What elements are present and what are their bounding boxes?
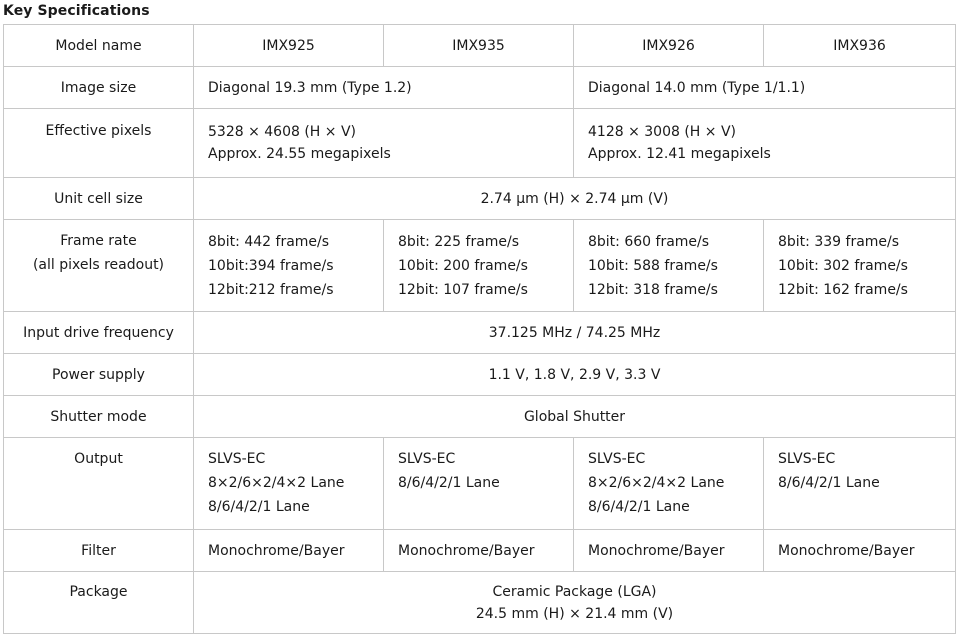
- output-imx925: SLVS-EC 8×2/6×2/4×2 Lane 8/6/4/2/1 Lane: [194, 438, 384, 530]
- label-frame-rate: Frame rate (all pixels readout): [4, 220, 194, 312]
- row-image-size: [4, 67, 956, 109]
- frame-rate-imx926: 8bit: 660 frame/s 10bit: 588 frame/s 12bit: 318 frame/s: [574, 220, 764, 312]
- row-output: [4, 438, 956, 530]
- image-size-a: Diagonal 19.3 mm (Type 1.2): [194, 67, 574, 109]
- filter-imx925: Monochrome/Bayer: [194, 530, 384, 572]
- image-size-b: Diagonal 14.0 mm (Type 1/1.1): [574, 67, 956, 109]
- row-power-supply: [4, 354, 956, 396]
- label-model-name: Model name: [4, 25, 194, 67]
- spec-table: [3, 24, 956, 634]
- label-shutter-mode: Shutter mode: [4, 396, 194, 438]
- model-imx926: IMX926: [574, 25, 764, 67]
- input-drive-frequency-value: 37.125 MHz / 74.25 MHz: [194, 312, 956, 354]
- power-supply-value: 1.1 V, 1.8 V, 2.9 V, 3.3 V: [194, 354, 956, 396]
- filter-imx936: Monochrome/Bayer: [764, 530, 956, 572]
- filter-imx926: Monochrome/Bayer: [574, 530, 764, 572]
- row-effective-pixels: [4, 109, 956, 178]
- frame-rate-imx936: 8bit: 339 frame/s 10bit: 302 frame/s 12bit: 162 frame/s: [764, 220, 956, 312]
- model-imx936: IMX936: [764, 25, 956, 67]
- label-filter: Filter: [4, 530, 194, 572]
- row-unit-cell-size: [4, 178, 956, 220]
- output-imx936: SLVS-EC 8/6/4/2/1 Lane: [764, 438, 956, 530]
- row-filter: [4, 530, 956, 572]
- row-shutter-mode: [4, 396, 956, 438]
- label-output: Output: [4, 438, 194, 530]
- label-effective-pixels: Effective pixels: [4, 109, 194, 178]
- unit-cell-size-value: 2.74 µm (H) × 2.74 µm (V): [194, 178, 956, 220]
- model-imx935: IMX935: [384, 25, 574, 67]
- label-image-size: Image size: [4, 67, 194, 109]
- row-frame-rate: [4, 220, 956, 312]
- page-title: Key Specifications: [3, 3, 150, 19]
- output-imx926: SLVS-EC 8×2/6×2/4×2 Lane 8/6/4/2/1 Lane: [574, 438, 764, 530]
- effective-pixels-b: 4128 × 3008 (H × V) Approx. 12.41 megapixels: [574, 109, 956, 178]
- package-value: Ceramic Package (LGA) 24.5 mm (H) × 21.4 mm (V): [194, 572, 956, 634]
- row-model-name: [4, 25, 956, 67]
- label-power-supply: Power supply: [4, 354, 194, 396]
- output-imx935: SLVS-EC 8/6/4/2/1 Lane: [384, 438, 574, 530]
- frame-rate-imx925: 8bit: 442 frame/s 10bit:394 frame/s 12bit:212 frame/s: [194, 220, 384, 312]
- frame-rate-imx935: 8bit: 225 frame/s 10bit: 200 frame/s 12bit: 107 frame/s: [384, 220, 574, 312]
- shutter-mode-value: Global Shutter: [194, 396, 956, 438]
- row-input-drive-frequency: [4, 312, 956, 354]
- label-input-drive-frequency: Input drive frequency: [4, 312, 194, 354]
- model-imx925: IMX925: [194, 25, 384, 67]
- label-package: Package: [4, 572, 194, 634]
- effective-pixels-a: 5328 × 4608 (H × V) Approx. 24.55 megapixels: [194, 109, 574, 178]
- label-unit-cell-size: Unit cell size: [4, 178, 194, 220]
- row-package: [4, 572, 956, 634]
- filter-imx935: Monochrome/Bayer: [384, 530, 574, 572]
